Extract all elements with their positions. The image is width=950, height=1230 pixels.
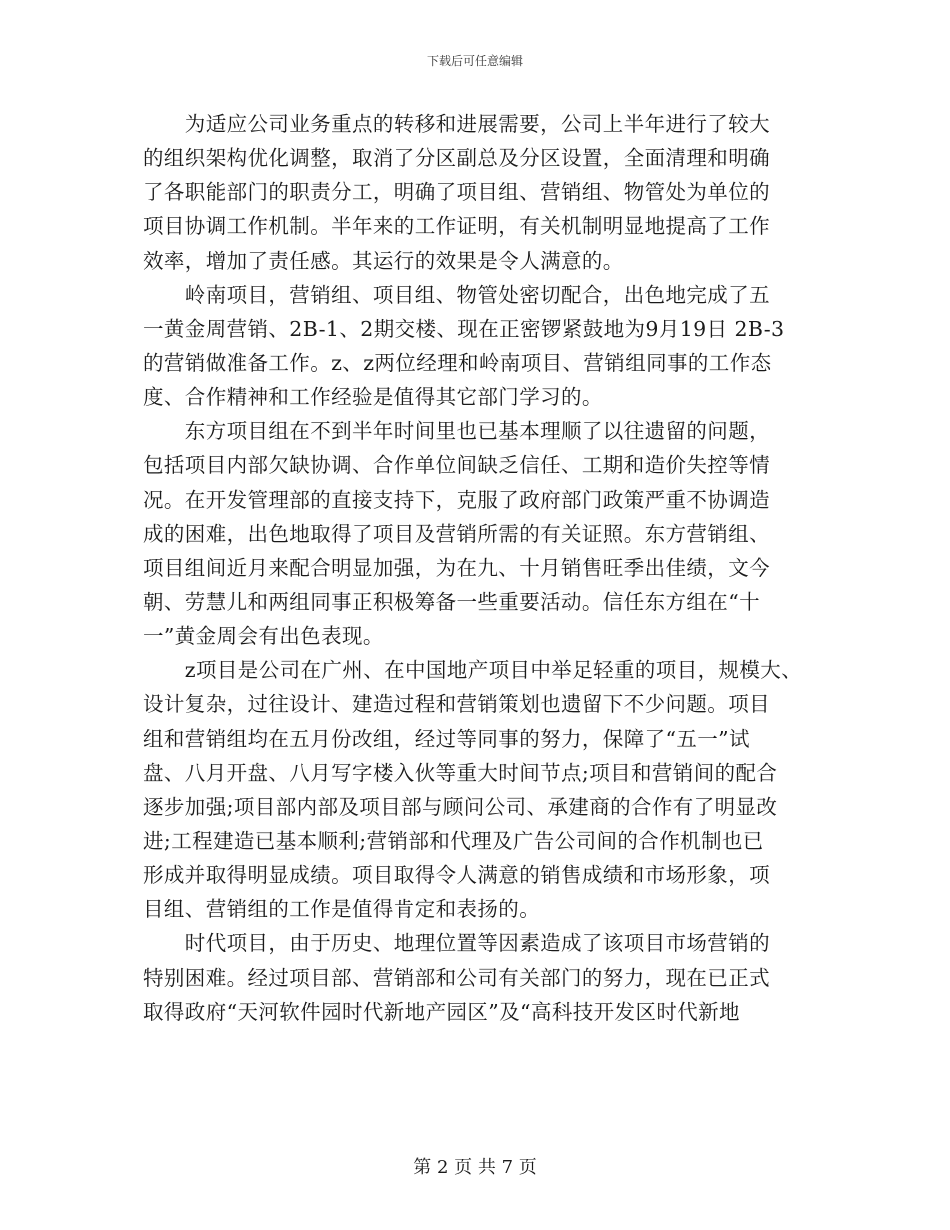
text-line: 为适应公司业务重点的转移和进展需要，公司上半年进行了较大: [143, 112, 770, 136]
text-line: 进;工程建造已基本顺利;营销部和代理及广告公司间的合作机制也已: [143, 828, 764, 853]
text-line: 项目组间近月来配合明显加强，为在九、十月销售旺季出佳绩，文今: [143, 555, 770, 580]
text-line: 时代项目，由于历史、地理位置等因素造成了该项目市场营销的: [143, 931, 770, 956]
text-line: 逐步加强;项目部内部及项目部与顾问公司、承建商的合作有了明显改: [143, 794, 778, 819]
text-line: 况。在开发管理部的直接支持下，克服了政府部门政策严重不协调造: [143, 487, 770, 512]
text-line: 的营销做准备工作。z、z两位经理和岭南项目、营销组同事的工作态: [143, 350, 772, 375]
text-line: 的组织架构优化调整，取消了分区副总及分区设置，全面清理和明确: [143, 146, 770, 171]
text-line: 组和营销组均在五月份改组，经过等同事的努力，保障了“五一”试: [143, 726, 750, 751]
text-line: 一”黄金周会有出色表现。: [143, 624, 384, 649]
document-body: [143, 107, 803, 1029]
text-line: 一黄金周营销、2B-1、2期交楼、现在正密锣紧鼓地为9月19日 2B-3: [143, 316, 785, 341]
page-footer: 第 2 页 共 7 页: [413, 1157, 537, 1178]
text-line: 岭南项目，营销组、项目组、物管处密切配合，出色地完成了五: [143, 282, 770, 307]
text-line: 设计复杂，过往设计、建造过程和营销策划也遗留下不少问题。项目: [143, 692, 770, 717]
text-line: 盘、八月开盘、八月写字楼入伙等重大时间节点;项目和营销间的配合: [143, 760, 778, 785]
text-line: 包括项目内部欠缺协调、合作单位间缺乏信任、工期和造价失控等情: [143, 453, 770, 478]
text-line: 效率，增加了责任感。其运行的效果是令人满意的。: [143, 248, 624, 273]
text-line: 成的困难，出色地取得了项目及营销所需的有关证照。东方营销组、: [143, 521, 770, 546]
text-line: 形成并取得明显成绩。项目取得令人满意的销售成绩和市场形象，项: [143, 863, 770, 888]
text-line: 了各职能部门的职责分工，明确了项目组、营销组、物管处为单位的: [143, 180, 770, 205]
text-line: 度、合作精神和工作经验是值得其它部门学习的。: [143, 385, 603, 410]
text-line: 取得政府“天河软件园时代新地产园区”及“高科技开发区时代新地: [143, 999, 740, 1024]
text-line: 东方项目组在不到半年时间里也已基本理顺了以往遗留的问题，: [143, 419, 770, 444]
text-line: 朝、劳慧儿和两组同事正积极筹备一些重要活动。信任东方组在“十: [143, 589, 760, 614]
text-line: 项目协调工作机制。半年来的工作证明，有关机制明显地提高了工作: [143, 214, 770, 239]
text-line: 目组、营销组的工作是值得肯定和表扬的。: [143, 897, 541, 922]
page-header: 下载后可任意编辑: [426, 54, 523, 68]
text-line: 特别困难。经过项目部、营销部和公司有关部门的努力，现在已正式: [143, 965, 770, 990]
text-line: z项目是公司在广州、在中国地产项目中举足轻重的项目，规模大、: [143, 658, 803, 683]
